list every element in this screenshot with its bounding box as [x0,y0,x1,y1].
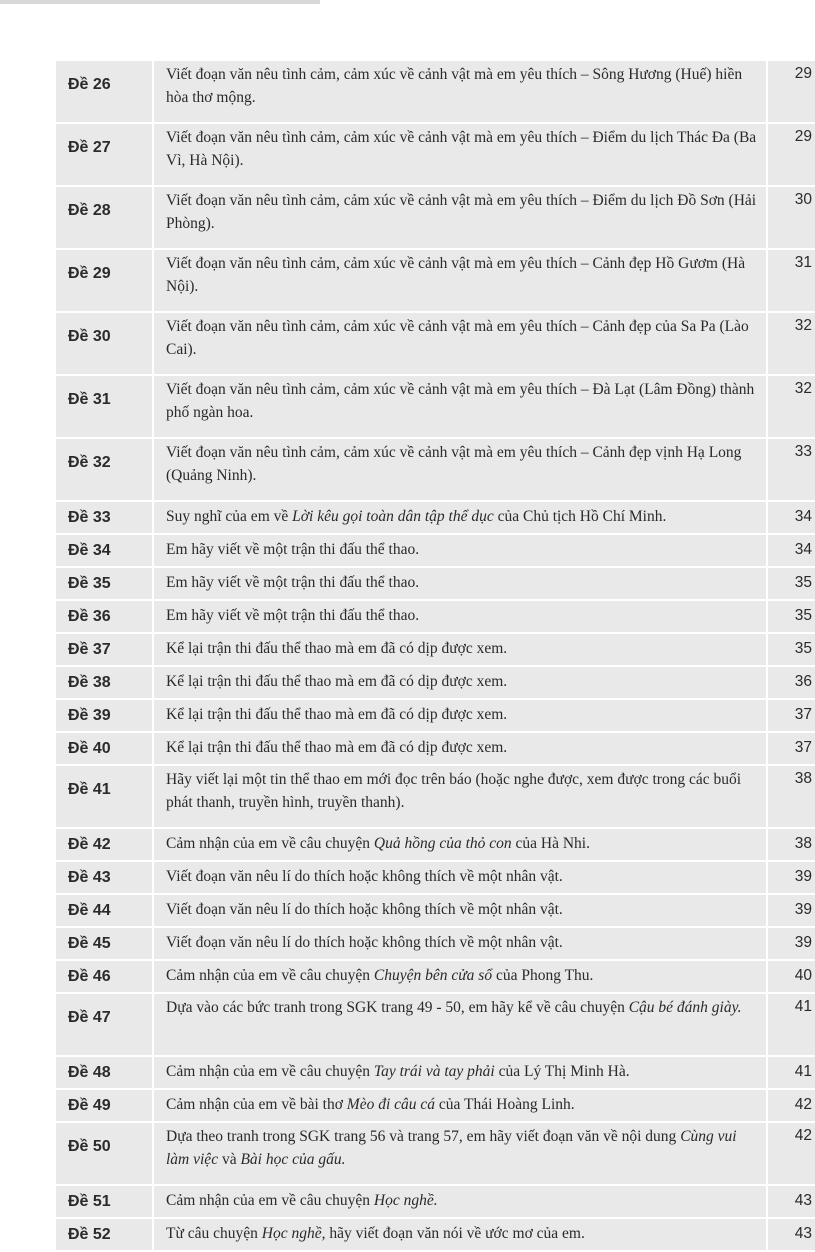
toc-row [56,601,815,632]
toc-entry-title [154,502,766,533]
toc-entry-number: Đề 50 [56,1123,152,1184]
italic-title-segment: Học nghề. [373,1192,438,1209]
toc-entry-page: 35 [768,601,815,632]
toc-row [56,1057,815,1088]
title-segment: Viết đoạn văn nêu tình cảm, cảm xúc về cảnh vật mà em yêu thích – Cảnh đẹp của Sa Pa (Lào Cai). [166,318,749,358]
toc-row [56,829,815,860]
title-segment: của Phong Thu. [492,967,594,984]
toc-entry-title [154,961,766,992]
toc-entry-page: 32 [768,376,815,437]
toc-entry-page: 39 [768,928,815,959]
title-segment: Em hãy viết về một trận thi đấu thể thao. [166,541,420,558]
toc-entry-title [154,1057,766,1088]
title-segment: Viết đoạn văn nêu tình cảm, cảm xúc về cảnh vật mà em yêu thích – Cảnh đẹp Hồ Gươm (Hà Nội). [166,255,746,295]
toc-row [56,535,815,566]
title-segment: Dựa vào các bức tranh trong SGK trang 49 - 50, em hãy kể về câu chuyện [166,999,629,1016]
toc-row [56,61,815,122]
title-segment: Suy nghĩ của em về [166,508,293,525]
toc-row [56,895,815,926]
toc-row [56,1219,815,1250]
toc-entry-title [154,187,766,248]
toc-row [56,862,815,893]
toc-entry-title [154,766,766,827]
italic-title-segment: Quả hồng của thỏ con [373,835,512,852]
toc-entry-number: Đề 43 [56,862,152,893]
title-segment: của Lý Thị Minh Hà. [494,1063,630,1080]
toc-entry-page: 39 [768,862,815,893]
toc-entry-number: Đề 38 [56,667,152,698]
toc-body [56,61,815,1250]
toc-entry-number: Đề 28 [56,187,152,248]
toc-entry-page: 35 [768,568,815,599]
title-segment: Hãy viết lại một tin thể thao em mới đọc trên báo (hoặc nghe được, xem được trong các buổi phát thanh, truyền hình, truyền thanh). [166,771,742,811]
toc-entry-number: Đề 39 [56,700,152,731]
toc-entry-title [154,439,766,500]
title-segment: Cảm nhận của em về câu chuyện [166,835,374,852]
toc-entry-title [154,994,766,1055]
toc-entry-page: 32 [768,313,815,374]
toc-entry-number: Đề 45 [56,928,152,959]
table-of-contents [56,59,815,1252]
toc-row [56,733,815,764]
title-segment: Kể lại trận thi đấu thể thao mà em đã có dịp được xem. [166,706,508,723]
toc-entry-number: Đề 32 [56,439,152,500]
toc-entry-page: 29 [768,61,815,122]
title-segment: Kể lại trận thi đấu thể thao mà em đã có dịp được xem. [166,739,508,756]
toc-entry-number: Đề 33 [56,502,152,533]
toc-entry-number: Đề 37 [56,634,152,665]
toc-row [56,313,815,374]
title-segment: Viết đoạn văn nêu tình cảm, cảm xúc về cảnh vật mà em yêu thích – Điểm du lịch Đồ Sơn (Hải Phòng). [166,192,757,232]
italic-title-segment: Chuyện bên cửa sổ [373,967,493,984]
toc-entry-title [154,634,766,665]
title-segment: của Hà Nhi. [511,835,590,852]
top-rule [0,0,320,4]
toc-row [56,1186,815,1217]
toc-row [56,376,815,437]
title-segment: hãy viết đoạn văn nói về ước mơ của em. [325,1225,585,1242]
toc-entry-title [154,250,766,311]
toc-entry-title [154,667,766,698]
toc-row [56,1123,815,1184]
toc-entry-title [154,928,766,959]
toc-entry-number: Đề 26 [56,61,152,122]
title-segment: Viết đoạn văn nêu lí do thích hoặc không thích về một nhân vật. [166,901,563,918]
toc-entry-title [154,733,766,764]
toc-row [56,250,815,311]
toc-row [56,667,815,698]
toc-entry-title [154,1219,766,1250]
italic-title-segment: Mèo đi câu cá [346,1096,436,1113]
toc-entry-number: Đề 34 [56,535,152,566]
italic-title-segment: Tay trái và tay phải [373,1063,495,1080]
toc-entry-page: 29 [768,124,815,185]
italic-title-segment: Cùng vui làm việc [166,1128,737,1168]
toc-entry-page: 31 [768,250,815,311]
title-segment: của Chủ tịch Hồ Chí Minh. [493,508,667,525]
toc-entry-number: Đề 52 [56,1219,152,1250]
toc-entry-number: Đề 41 [56,766,152,827]
toc-entry-page: 34 [768,502,815,533]
toc-entry-number: Đề 44 [56,895,152,926]
toc-entry-title [154,601,766,632]
toc-entry-number: Đề 42 [56,829,152,860]
toc-entry-number: Đề 40 [56,733,152,764]
title-segment: Em hãy viết về một trận thi đấu thể thao. [166,574,420,591]
toc-entry-title [154,568,766,599]
toc-entry-title [154,700,766,731]
toc-entry-number: Đề 51 [56,1186,152,1217]
toc-entry-page: 34 [768,535,815,566]
toc-row [56,568,815,599]
toc-row [56,124,815,185]
title-segment: Cảm nhận của em về câu chuyện [166,1192,374,1209]
italic-title-segment: Bài học của gấu. [240,1151,346,1168]
toc-row [56,634,815,665]
title-segment: Viết đoạn văn nêu lí do thích hoặc không thích về một nhân vật. [166,868,563,885]
italic-title-segment: Học nghề, [261,1225,326,1242]
toc-entry-number: Đề 48 [56,1057,152,1088]
toc-row [56,439,815,500]
toc-entry-number: Đề 30 [56,313,152,374]
toc-entry-title [154,376,766,437]
toc-entry-number: Đề 46 [56,961,152,992]
toc-entry-page: 43 [768,1186,815,1217]
toc-entry-number: Đề 35 [56,568,152,599]
toc-entry-page: 37 [768,733,815,764]
toc-entry-page: 40 [768,961,815,992]
toc-entry-title [154,124,766,185]
title-segment: Cảm nhận của em về câu chuyện [166,1063,374,1080]
italic-title-segment: Cậu bé đánh giày. [628,999,742,1016]
toc-entry-title [154,313,766,374]
title-segment: Em hãy viết về một trận thi đấu thể thao. [166,607,420,624]
title-segment: Cảm nhận của em về câu chuyện [166,967,374,984]
toc-entry-title [154,535,766,566]
toc-row [56,700,815,731]
title-segment: Kể lại trận thi đấu thể thao mà em đã có dịp được xem. [166,673,508,690]
toc-entry-title [154,895,766,926]
toc-row [56,1090,815,1121]
toc-row [56,928,815,959]
toc-entry-page: 42 [768,1123,815,1184]
toc-entry-title [154,1186,766,1217]
toc-entry-title [154,1123,766,1184]
toc-entry-page: 37 [768,700,815,731]
title-segment: Viết đoạn văn nêu tình cảm, cảm xúc về cảnh vật mà em yêu thích – Điểm du lịch Thác Đa (Ba Vì, Hà Nội). [166,129,757,169]
title-segment: Viết đoạn văn nêu tình cảm, cảm xúc về cảnh vật mà em yêu thích – Đà Lạt (Lâm Đồng) thành phố ngàn hoa. [166,381,755,421]
title-segment: Dựa theo tranh trong SGK trang 56 và trang 57, em hãy viết đoạn văn về nội dung [166,1128,681,1145]
toc-entry-title [154,862,766,893]
toc-row [56,766,815,827]
toc-entry-title [154,1090,766,1121]
title-segment: của Thái Hoàng Linh. [435,1096,575,1113]
toc-row [56,502,815,533]
toc-entry-page: 36 [768,667,815,698]
toc-entry-page: 30 [768,187,815,248]
title-segment: Viết đoạn văn nêu tình cảm, cảm xúc về cảnh vật mà em yêu thích – Cảnh đẹp vịnh Hạ Long (Quảng Ninh). [166,444,742,484]
italic-title-segment: Lời kêu gọi toàn dân tập thể dục [292,508,494,525]
toc-entry-title [154,61,766,122]
toc-entry-page: 39 [768,895,815,926]
toc-entry-page: 43 [768,1219,815,1250]
toc-entry-number: Đề 29 [56,250,152,311]
title-segment: Viết đoạn văn nêu lí do thích hoặc không thích về một nhân vật. [166,934,563,951]
title-segment: và [218,1151,241,1168]
toc-entry-number: Đề 49 [56,1090,152,1121]
toc-entry-number: Đề 47 [56,994,152,1055]
toc-entry-page: 42 [768,1090,815,1121]
title-segment: Viết đoạn văn nêu tình cảm, cảm xúc về cảnh vật mà em yêu thích – Sông Hương (Huế) hiền hòa thơ mộng. [166,66,743,106]
toc-entry-page: 41 [768,1057,815,1088]
toc-row [56,994,815,1055]
toc-entry-page: 38 [768,766,815,827]
toc-entry-page: 33 [768,439,815,500]
title-segment: Cảm nhận của em về bài thơ [166,1096,347,1113]
toc-entry-title [154,829,766,860]
toc-row [56,187,815,248]
title-segment: Kể lại trận thi đấu thể thao mà em đã có dịp được xem. [166,640,508,657]
toc-entry-number: Đề 31 [56,376,152,437]
toc-row [56,961,815,992]
toc-entry-number: Đề 27 [56,124,152,185]
toc-entry-number: Đề 36 [56,601,152,632]
toc-entry-page: 35 [768,634,815,665]
title-segment: Từ câu chuyện [166,1225,262,1242]
toc-entry-page: 41 [768,994,815,1055]
toc-entry-page: 38 [768,829,815,860]
